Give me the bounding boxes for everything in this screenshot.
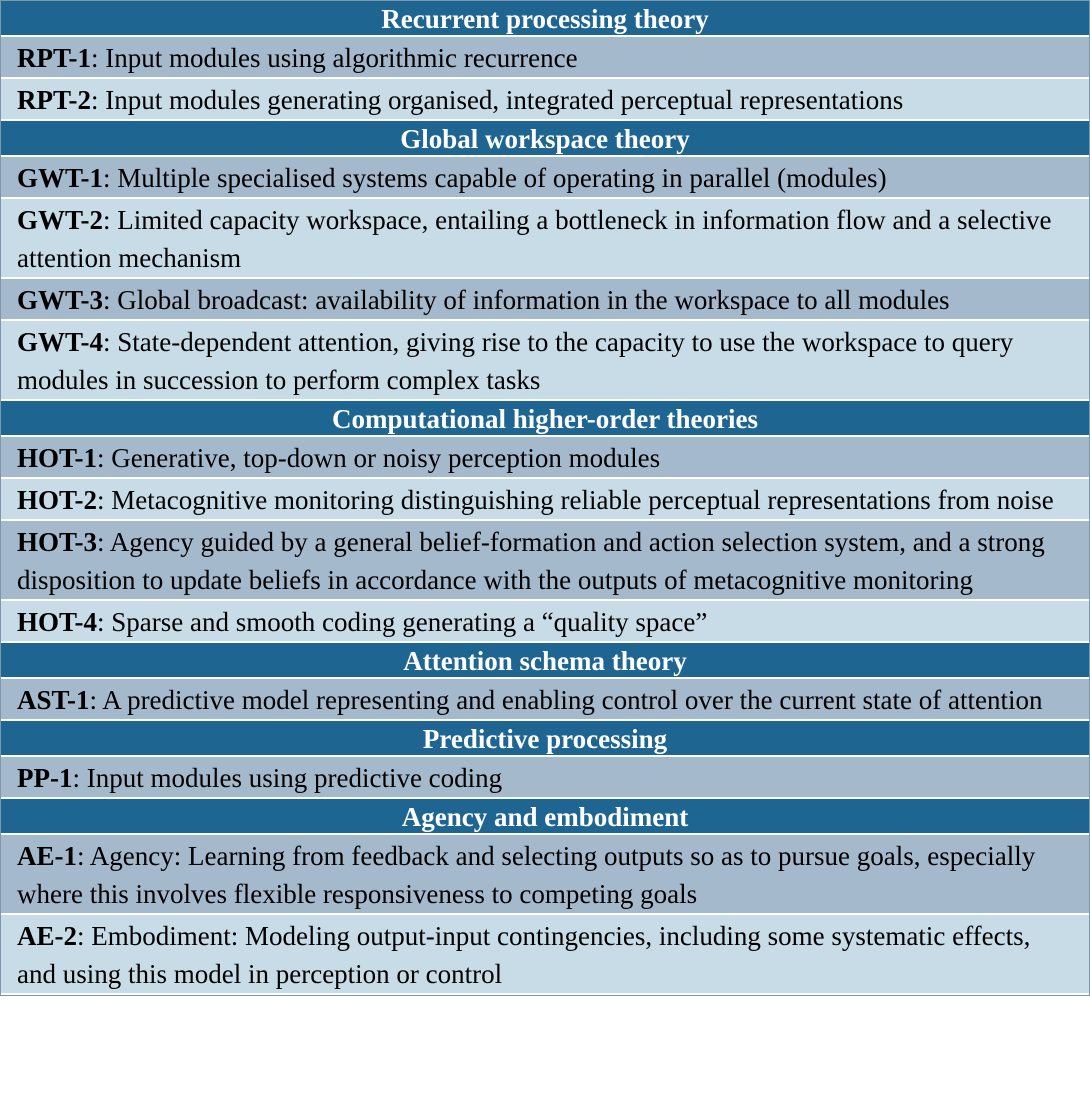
section-header: Global workspace theory (1, 121, 1089, 157)
indicator-code: HOT-3 (17, 527, 98, 557)
indicator-description: : Agency: Learning from feedback and selecting outputs so as to pursue goals, especially where this involves flexible responsiveness to competing goals (17, 841, 1036, 909)
indicator-row (1, 157, 1089, 199)
indicator-row (1, 279, 1089, 321)
section-header: Computational higher-order theories (1, 401, 1089, 437)
section-header: Agency and embodiment (1, 799, 1089, 835)
indicator-code: RPT-1 (17, 43, 92, 73)
indicator-code: HOT-4 (17, 607, 98, 637)
indicator-code: GWT-4 (17, 327, 104, 357)
indicator-code: GWT-2 (17, 205, 104, 235)
section-header: Recurrent processing theory (1, 1, 1089, 37)
indicator-description: : Metacognitive monitoring distinguishing reliable perceptual representations from noise (97, 485, 1054, 515)
indicator-row (1, 915, 1089, 995)
indicator-row (1, 321, 1089, 401)
indicator-row (1, 757, 1089, 799)
indicator-description: : Global broadcast: availability of information in the workspace to all modules (103, 285, 950, 315)
indicator-description: : Input modules generating organised, integrated perceptual representations (91, 85, 904, 115)
indicator-code: AST-1 (17, 685, 90, 715)
indicator-code: GWT-1 (17, 163, 104, 193)
indicator-code: HOT-1 (17, 443, 98, 473)
indicator-code: GWT-3 (17, 285, 104, 315)
indicator-description: : A predictive model representing and enabling control over the current state of attention (89, 685, 1043, 715)
indicator-row (1, 601, 1089, 643)
indicator-description: : Generative, top-down or noisy perception modules (97, 443, 661, 473)
indicator-code: AE-1 (17, 841, 77, 871)
indicator-description: : Multiple specialised systems capable of operating in parallel (modules) (103, 163, 887, 193)
indicator-row (1, 479, 1089, 521)
indicator-row (1, 521, 1089, 601)
indicator-code: HOT-2 (17, 485, 98, 515)
indicator-code: AE-2 (17, 921, 77, 951)
indicator-code: RPT-2 (17, 85, 92, 115)
indicator-description: : Input modules using algorithmic recurrence (91, 43, 578, 73)
indicator-description: : State-dependent attention, giving rise to the capacity to use the workspace to query modules in succession to perform complex tasks (17, 327, 1014, 395)
indicator-description: : Embodiment: Modeling output-input contingencies, including some systematic effects, and using this model in perception or control (17, 921, 1031, 989)
indicator-row (1, 679, 1089, 721)
indicator-description: : Input modules using predictive coding (72, 763, 503, 793)
indicator-description: : Sparse and smooth coding generating a “quality space” (97, 607, 708, 637)
indicator-code: PP-1 (17, 763, 73, 793)
section-header: Predictive processing (1, 721, 1089, 757)
indicator-row (1, 199, 1089, 279)
indicator-row (1, 437, 1089, 479)
indicator-description: : Agency guided by a general belief-formation and action selection system, and a strong disposition to update beliefs in accordance with the outputs of metacognitive monitoring (17, 527, 1045, 595)
indicator-row (1, 37, 1089, 79)
indicator-description: : Limited capacity workspace, entailing a bottleneck in information flow and a selective attention mechanism (17, 205, 1052, 273)
indicator-row (1, 79, 1089, 121)
section-header: Attention schema theory (1, 643, 1089, 679)
indicator-row (1, 835, 1089, 915)
